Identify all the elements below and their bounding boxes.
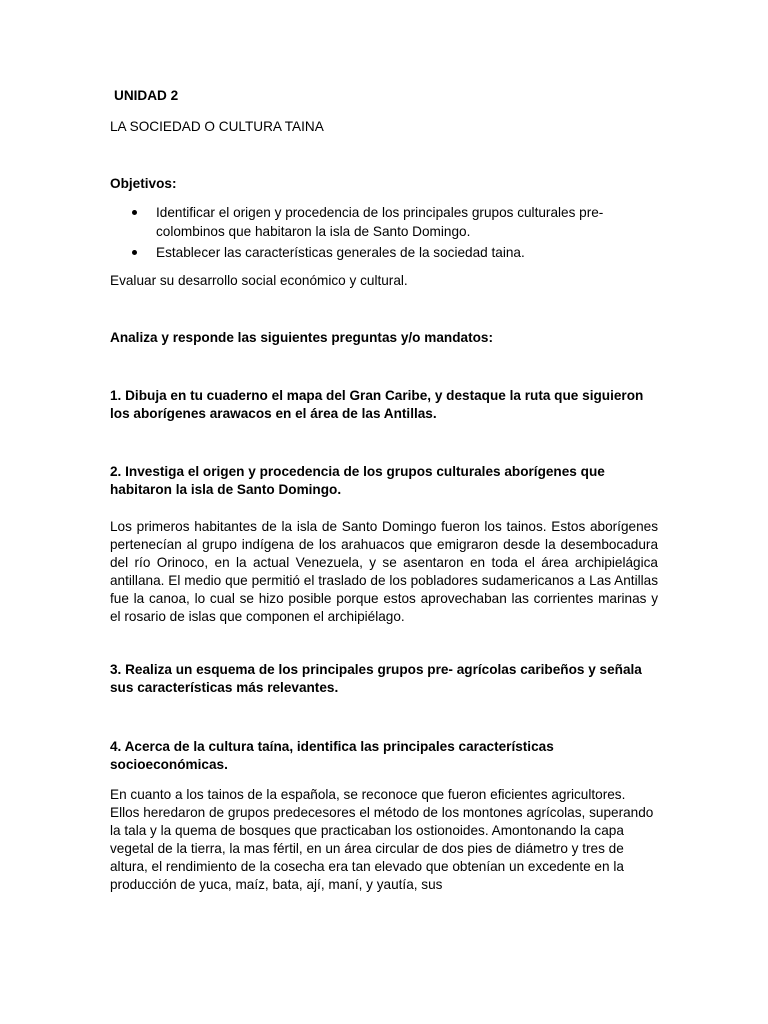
answer-4: En cuanto a los tainos de la española, se reconoce que fueron eficientes agricultores. Ellos heredaron de grupos predecesores el método de los montones agrícolas, superando la tala y la quema de bosques que practicaban los ostionoides. Amontonando la capa vegetal de la tierra, la mas fértil, en un área circular de dos pies de diámetro y tres de altura, el rendimiento de la cosecha era tan elevado que obtenían un excedente en la producción de yuca, maíz, bata, ají, maní, y yautía, sus (110, 787, 654, 892)
objective-item: Establecer las características generales de la sociedad taina. (110, 243, 658, 262)
document-subtitle: LA SOCIEDAD O CULTURA TAINA (110, 119, 324, 134)
bullet-icon (132, 210, 137, 215)
question-2: 2. Investiga el origen y procedencia de los grupos culturales aborígenes que habitaron la isla de Santo Domingo. (110, 464, 605, 497)
question-3: 3. Realiza un esquema de los principales grupos pre- agrícolas caribeños y señala sus características más relevantes. (110, 662, 642, 695)
answer-2: Los primeros habitantes de la isla de Santo Domingo fueron los tainos. Estos aborígenes pertenecían al grupo indígena de los arahuacos que emigraron desde la desembocadura del río Orinoco, en la actual Venezuela, y se asentaron en toda el área archipielágica antillana. El medio que permitió el traslado de los pobladores sudamericanos a Las Antillas fue la canoa, lo cual se hizo posible porque estos aprovechaban las corrientes marinas y el rosario de islas que componen el archipiélago. (110, 519, 658, 624)
evaluate-text: Evaluar su desarrollo social económico y cultural. (110, 273, 408, 288)
question-1: 1. Dibuja en tu cuaderno el mapa del Gran Caribe, y destaque la ruta que siguieron los aborígenes arawacos en el área de las Antillas. (110, 388, 644, 421)
bullet-icon (132, 250, 137, 255)
instructions-heading: Analiza y responde las siguientes preguntas y/o mandatos: (110, 330, 493, 345)
objectives-list (110, 203, 658, 264)
question-4: 4. Acerca de la cultura taína, identifica las principales características socioeconómicas. (110, 739, 554, 772)
objectives-heading: Objetivos: (110, 176, 177, 191)
objective-item: Identificar el origen y procedencia de los principales grupos culturales pre-colombinos que habitaron la isla de Santo Domingo. (110, 203, 658, 241)
unit-title: UNIDAD 2 (114, 88, 179, 103)
